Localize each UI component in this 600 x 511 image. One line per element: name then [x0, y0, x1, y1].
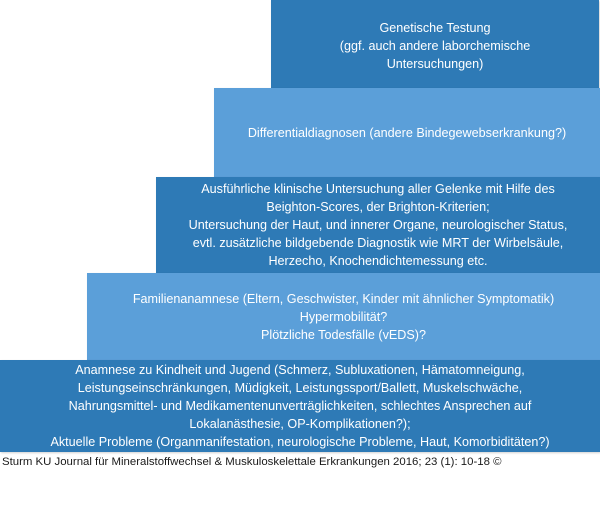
step-text-line: Plötzliche Todesfälle (vEDS)? — [261, 327, 426, 342]
source-caption: Sturm KU Journal für Mineralstoffwechsel & Muskuloskelettale Erkrankungen 2016; 23 (1): 10-18 © — [2, 456, 502, 468]
pyramid-step-genetic-testing — [271, 0, 599, 91]
pyramid-step-family-history — [87, 273, 600, 360]
step-text-line: Untersuchungen) — [386, 56, 484, 71]
step-text-line: Hypermobilität? — [299, 309, 388, 324]
step-text-line: Beighton-Scores, der Brighton-Kriterien; — [266, 200, 490, 214]
step-text-line: Familienanamnese (Eltern, Geschwister, Kinder mit ähnlicher Symptomatik) — [132, 291, 555, 306]
step-text-line: evtl. zusätzliche bildgebende Diagnostik wie MRT der Wirbelsäule, — [192, 236, 564, 250]
pyramid-step-medical-history — [0, 360, 600, 452]
step-text-line: Aktuelle Probleme (Organmanifestation, neurologische Probleme, Haut, Komorbiditäten?) — [50, 435, 550, 449]
step-text-line: Genetische Testung — [379, 20, 491, 35]
step-text-line: Herzecho, Knochendichtemessung etc. — [268, 254, 488, 268]
step-text-line: Lokalanästhesie, OP-Komplikationen?); — [189, 417, 411, 431]
pyramid-step-clinical-examination — [156, 177, 600, 273]
step-text-line: Ausführliche klinische Untersuchung aller Gelenke mit Hilfe des — [201, 182, 555, 196]
step-text-line: Nahrungsmittel- und Medikamentenunverträglichkeiten, schlechtes Ansprechen auf — [68, 399, 532, 413]
step-text-line: (ggf. auch andere laborchemische — [339, 38, 531, 53]
step-text-line: Untersuchung der Haut, und innerer Organe, neurologischer Status, — [188, 218, 568, 232]
step-text-line: Leistungseinschränkungen, Müdigkeit, Leistungssport/Ballett, Muskelschwäche, — [77, 381, 523, 395]
step-text-line: Differentialdiagnosen (andere Bindegewebserkrankung?) — [247, 125, 567, 140]
step-text-line: Anamnese zu Kindheit und Jugend (Schmerz, Subluxationen, Hämatomneigung, — [75, 363, 525, 377]
pyramid-step-differential-diagnoses — [214, 88, 600, 177]
